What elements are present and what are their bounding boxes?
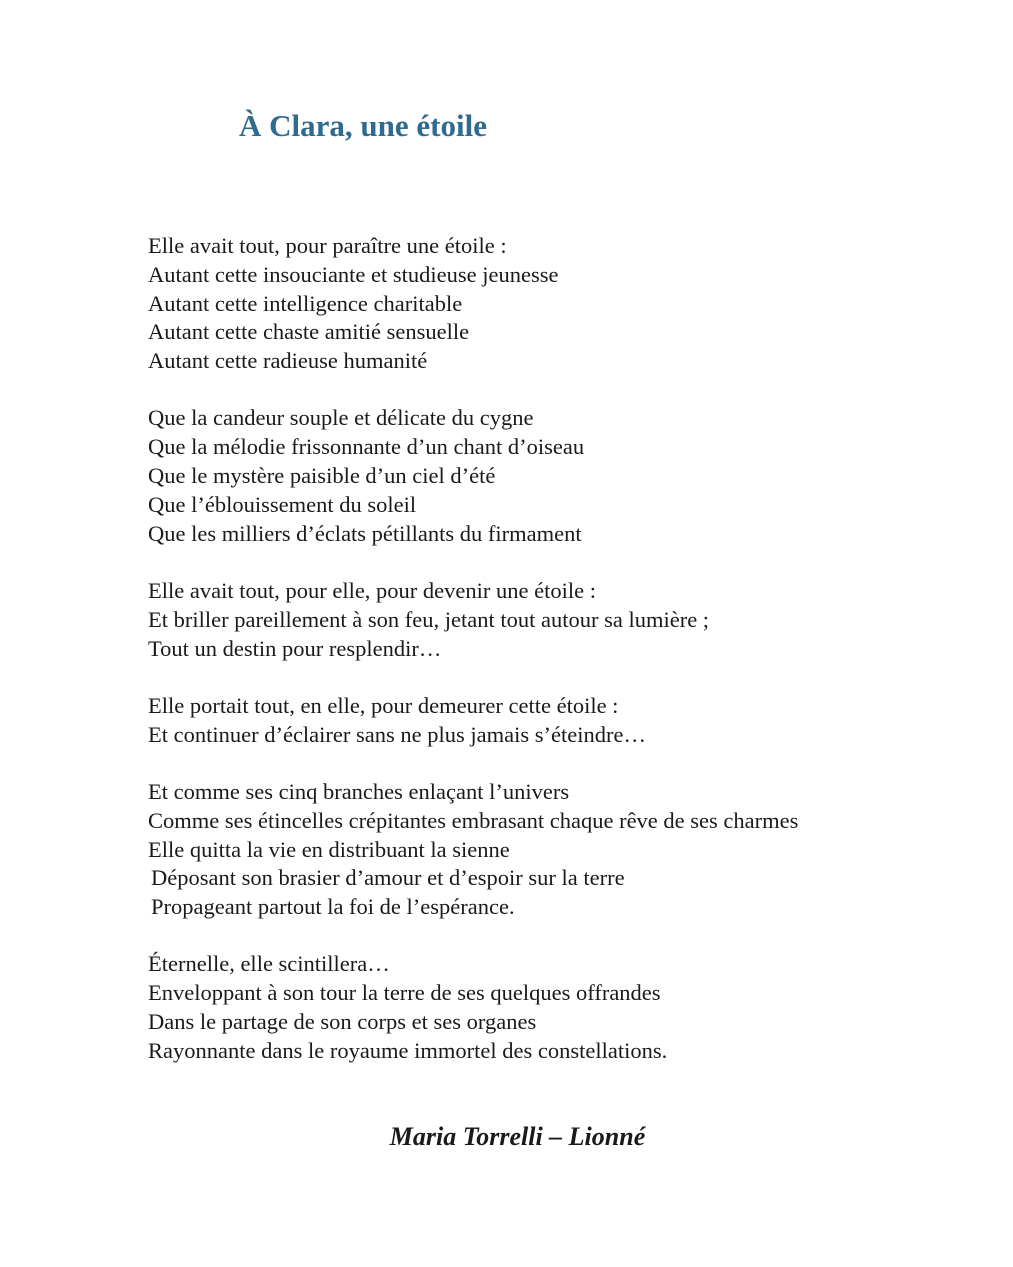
poem-title: À Clara, une étoile [239, 108, 487, 143]
poem-body [148, 232, 968, 1094]
poem-line: Et comme ses cinq branches enlaçant l’univers [148, 778, 570, 804]
poem-line: Que les milliers d’éclats pétillants du firmament [148, 520, 582, 546]
stanza-5 [148, 778, 968, 922]
poem-line: Autant cette chaste amitié sensuelle [148, 319, 470, 345]
poem-line: Déposant son brasier d’amour et d’espoir sur la terre [151, 865, 625, 891]
poem-line: Rayonnante dans le royaume immortel des constellations. [148, 1037, 668, 1063]
poem-line: Autant cette radieuse humanité [148, 348, 428, 374]
stanza-1 [148, 232, 968, 376]
stanza-4 [148, 692, 968, 750]
poem-line: Autant cette insouciante et studieuse jeunesse [148, 261, 559, 287]
stanza-2 [148, 404, 968, 548]
poem-line: Tout un destin pour resplendir… [148, 635, 442, 661]
poem-line: Et continuer d’éclairer sans ne plus jamais s’éteindre… [148, 721, 646, 747]
stanza-6 [148, 950, 968, 1065]
poem-line: Comme ses étincelles crépitantes embrasant chaque rêve de ses charmes [148, 807, 799, 833]
poem-line: Et briller pareillement à son feu, jetant tout autour sa lumière ; [148, 606, 710, 632]
stanza-3 [148, 577, 968, 663]
poem-line: Que le mystère paisible d’un ciel d’été [148, 463, 496, 489]
poem-line: Autant cette intelligence charitable [148, 290, 463, 316]
author-signature: Maria Torrelli – Lionné [389, 1122, 646, 1151]
poem-line: Que la mélodie frissonnante d’un chant d’oiseau [148, 434, 585, 460]
poem-line: Elle avait tout, pour elle, pour devenir une étoile : [148, 577, 596, 603]
poem-line: Que la candeur souple et délicate du cygne [148, 405, 534, 431]
poem-line: Enveloppant à son tour la terre de ses quelques offrandes [148, 980, 661, 1006]
poem-line: Elle portait tout, en elle, pour demeurer cette étoile : [148, 692, 619, 718]
poem-line: Elle quitta la vie en distribuant la sienne [148, 836, 510, 862]
poem-line: Éternelle, elle scintillera… [148, 951, 390, 977]
poem-line: Que l’éblouissement du soleil [148, 491, 417, 517]
poem-line: Elle avait tout, pour paraître une étoile : [148, 233, 507, 258]
poem-line: Dans le partage de son corps et ses organes [148, 1009, 537, 1035]
poem-line: Propageant partout la foi de l’espérance. [151, 894, 515, 920]
